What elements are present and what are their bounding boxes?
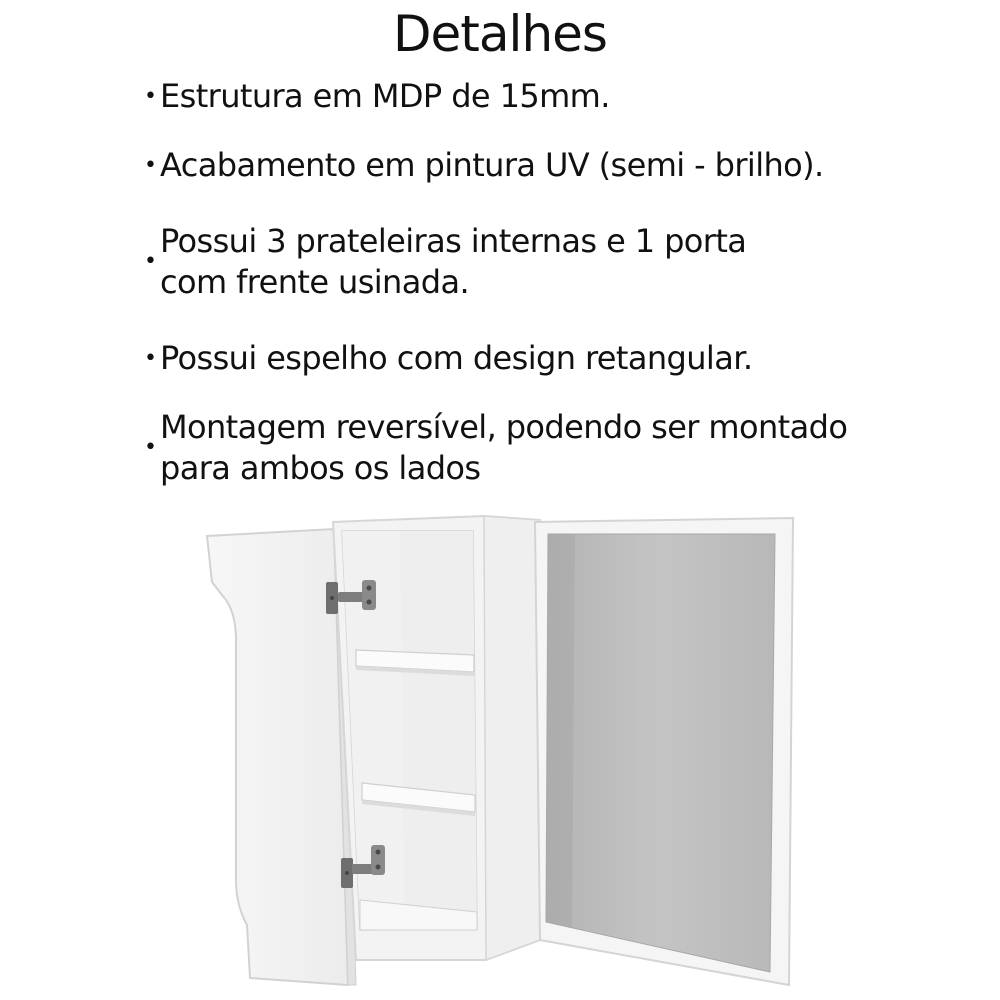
bullet-text: Acabamento em pintura UV (semi - brilho). [160, 146, 824, 184]
cabinet-side-panel [484, 516, 540, 960]
list-item [144, 76, 964, 117]
list-item [144, 221, 964, 303]
bullet-marker: • [144, 152, 157, 178]
mirror-reflection [546, 534, 575, 928]
bullet-text: Estrutura em MDP de 15mm. [160, 77, 610, 115]
bullet-marker: • [144, 435, 157, 460]
bullet-text-line-2: com frente usinada. [160, 263, 470, 301]
bullet-text-line-1: Montagem reversível, podendo ser montado [160, 408, 848, 446]
bullet-marker: • [144, 83, 157, 109]
bullet-marker: • [144, 249, 157, 274]
cabinet-product-image [190, 505, 810, 990]
list-item [144, 338, 964, 379]
bullet-text: Possui espelho com design retangular. [160, 339, 753, 377]
bullet-marker: • [144, 345, 157, 371]
bullet-text-line-2: para ambos os lados [160, 449, 481, 487]
list-item [144, 145, 964, 186]
bullet-text-line-1: Possui 3 prateleiras internas e 1 porta [160, 222, 747, 260]
page-title: Detalhes [393, 5, 607, 63]
mirror-glass [546, 534, 775, 972]
list-item [144, 407, 964, 489]
interior-back-shadow [400, 531, 477, 930]
